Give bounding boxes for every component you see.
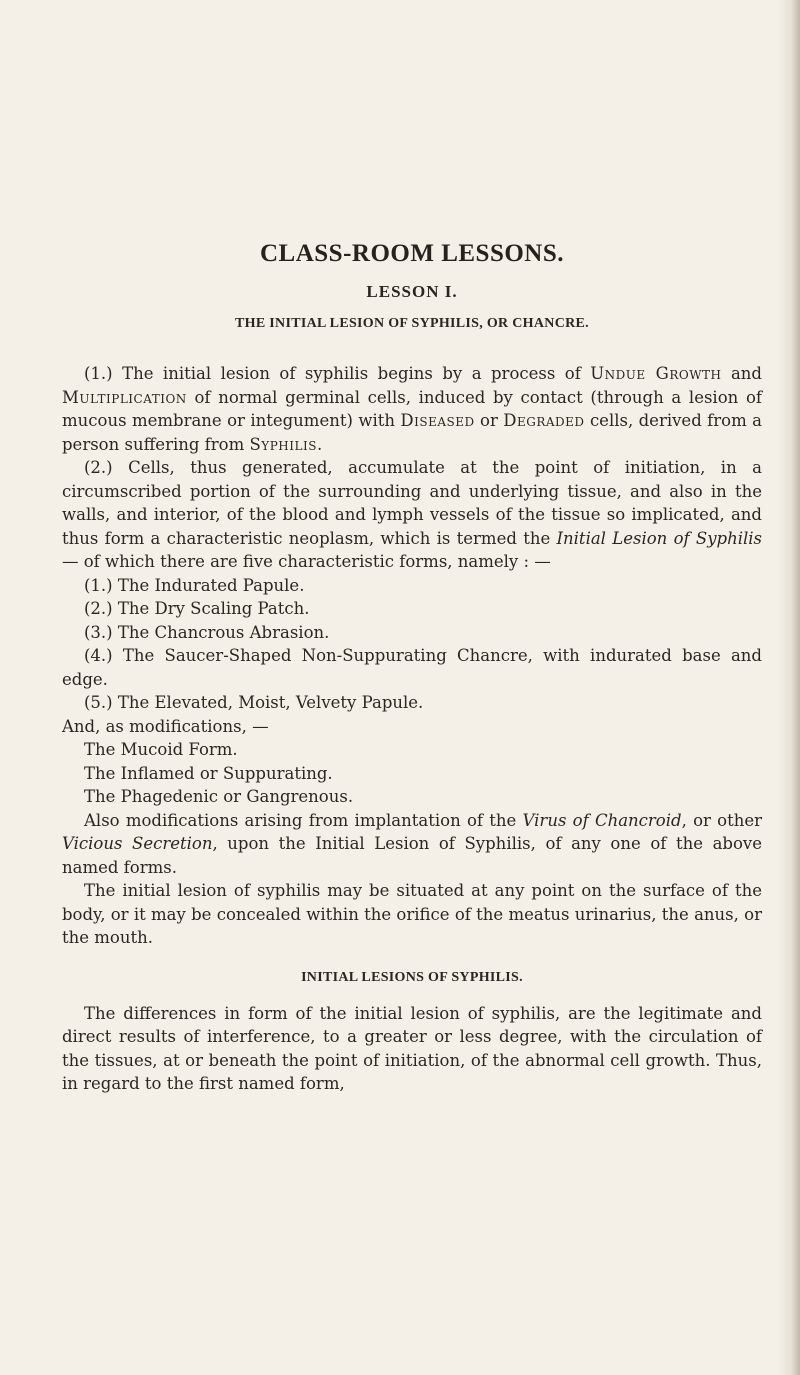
form-item: (3.) The Chancrous Abrasion. — [84, 622, 330, 642]
p2-italic-term: Initial Lesion of Syphilis — [556, 528, 763, 548]
book-title: CLASS-ROOM LESSONS. — [259, 240, 565, 267]
p1-text-c: of normal germinal cells, induced by contact (through a lesion of mucous membrane or integument) with — [62, 387, 762, 430]
p1-diseased: Diseased — [400, 411, 475, 430]
paragraph-1 — [62, 362, 762, 456]
p3-text-c: , upon the Initial Lesion of Syphilis, of any one of the above named forms. — [62, 834, 762, 877]
page-edge-shadow — [778, 0, 800, 1375]
p1-degraded: Degraded — [503, 411, 585, 430]
modifications-intro: And, as modifications, — — [62, 716, 269, 736]
lesson-heading: LESSON I. — [366, 282, 458, 301]
modification-item: The Inflamed or Suppurating. — [84, 763, 333, 783]
paragraph-3 — [62, 809, 762, 880]
p1-text-f: . — [316, 434, 323, 454]
form-item: (1.) The Indurated Papule. — [84, 575, 305, 595]
p1-undue-growth: Undue Growth — [590, 364, 722, 383]
form-item: (4.) The Saucer-Shaped Non-Suppurating Chancre, with indurated base and edge. — [62, 646, 762, 689]
section-heading: INITIAL LESIONS OF SYPHILIS. — [301, 969, 523, 985]
modification-item: The Mucoid Form. — [84, 740, 238, 759]
modification-item: The Phagedenic or Gangrenous. — [84, 787, 354, 806]
paragraph-4: The initial lesion of syphilis may be situated at any point on the surface of the body, or it may be concealed within the orifice of the meatus urinarius, the anus, or the mouth. — [62, 881, 762, 947]
p1-text-d: or — [474, 411, 504, 430]
p1-text-a: (1.) The initial lesion of syphilis begins by a process of — [84, 364, 591, 383]
p2-text-a: (2.) Cells, thus generated, accumulate at the point of initiation, in a circumscribed portion of the surrounding and underlying tissue, and also in the walls, and interior, of the blood and lymph vessels of the tissue so implicated, and thus form a characteristic neoplasm, which is termed the — [62, 458, 762, 548]
p1-syphilis: Syphilis — [249, 434, 317, 454]
p3-text-b: , or other — [681, 810, 762, 830]
form-item: (2.) The Dry Scaling Patch. — [84, 599, 310, 618]
page-content — [62, 240, 762, 1096]
p2-text-b: — of which there are five characteristic forms, namely : — — [62, 552, 551, 571]
p3-italic-virus: Virus of Chancroid — [522, 810, 682, 830]
paragraph-5: The differences in form of the initial lesion of syphilis, are the legitimate and direct results of interference, to a greater or less degree, with the circulation of the tissues, at or beneath the point of initiation, of the abnormal cell growth. Thus, in regard to the first named form, — [62, 1003, 762, 1093]
p1-text-e: cells, derived from a person suffering from — [62, 411, 762, 454]
paragraph-2 — [62, 456, 762, 574]
p3-text-a: Also modifications arising from implantation of the — [84, 810, 523, 830]
p1-text-b: and — [721, 364, 762, 383]
p1-multiplication: Multiplication — [62, 387, 187, 407]
lesson-subject: THE INITIAL LESION OF SYPHILIS, OR CHANCRE. — [235, 316, 589, 331]
form-item: (5.) The Elevated, Moist, Velvety Papule. — [84, 693, 424, 712]
p3-italic-secretion: Vicious Secretion — [62, 834, 213, 853]
